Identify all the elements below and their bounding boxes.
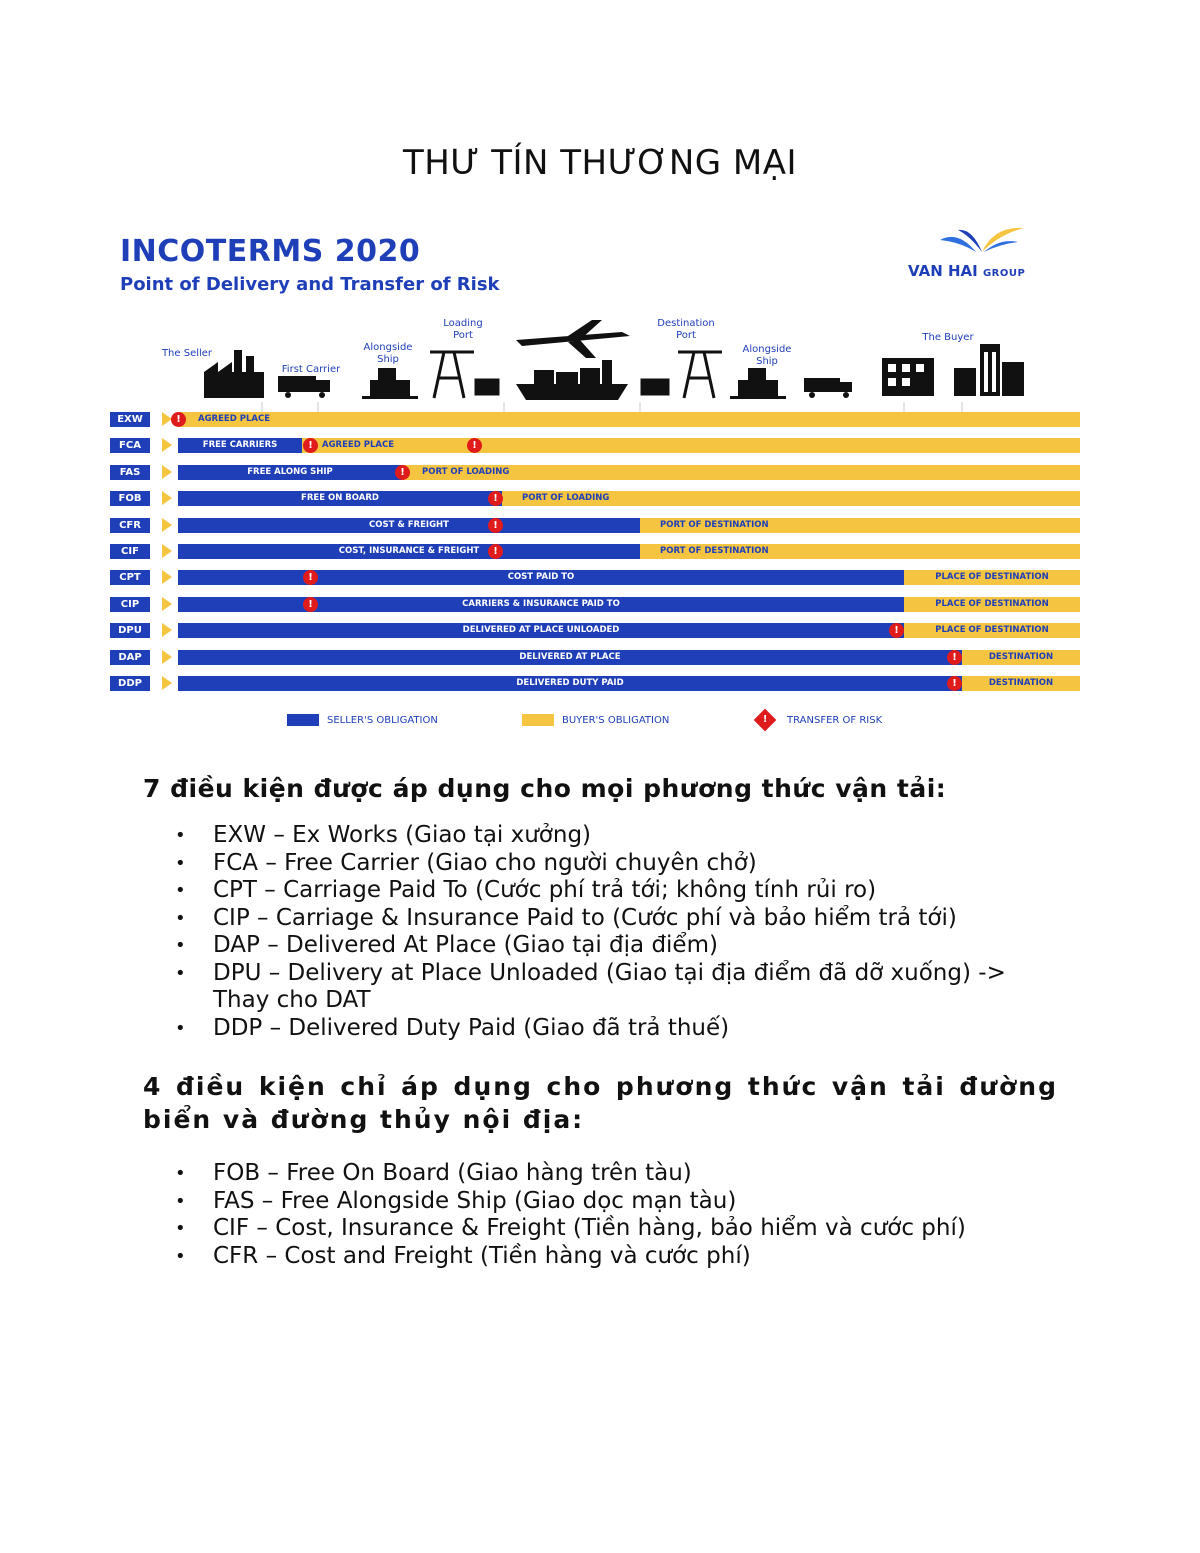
incoterm-code: DDP xyxy=(110,676,150,691)
incoterm-code: FCA xyxy=(110,438,150,453)
incoterm-row-cip xyxy=(110,597,1085,612)
transfer-of-risk-icon: ! xyxy=(488,491,503,506)
section2-heading: 4 điều kiện chỉ áp dụng cho phương thức vận tải đường biển và đường thủy nội địa: xyxy=(143,1072,1058,1134)
legend-seller-swatch xyxy=(287,714,319,726)
incoterm-code: DAP xyxy=(110,650,150,665)
transfer-of-risk-icon: ! xyxy=(303,438,318,453)
legend-seller-label: SELLER'S OBLIGATION xyxy=(327,715,438,726)
seller-obligation-segment: DELIVERED AT PLACE UNLOADED xyxy=(178,623,904,638)
incoterm-row-cfr xyxy=(110,518,1085,533)
buildings-icon xyxy=(954,344,1024,396)
incoterm-code: EXW xyxy=(110,412,150,427)
seller-obligation-segment: DELIVERED AT PLACE xyxy=(178,650,962,665)
buyer-obligation-segment: PORT OF DESTINATION xyxy=(640,544,1080,559)
seller-obligation-segment: COST & FREIGHT xyxy=(178,518,640,533)
incoterm-row-dap xyxy=(110,650,1085,665)
location-first-carrier: First Carrier xyxy=(281,364,341,375)
location-destination-port: Destination Port xyxy=(657,318,715,341)
factory-icon xyxy=(204,350,264,398)
legend-buyer-swatch xyxy=(522,714,554,726)
logo-brand-name: VAN HAI xyxy=(908,262,978,280)
transfer-of-risk-icon: ! xyxy=(395,465,410,480)
list-item: • CPT – Carriage Paid To (Cước phí trả tới; không tính rủi ro) xyxy=(175,877,1055,905)
seller-obligation-segment: COST, INSURANCE & FREIGHT xyxy=(178,544,640,559)
incoterm-code: CFR xyxy=(110,518,150,533)
transfer-of-risk-icon: ! xyxy=(303,570,318,585)
risk-warning-icon: ! xyxy=(754,709,777,732)
incoterm-code: DPU xyxy=(110,623,150,638)
incoterm-row-fas xyxy=(110,465,1085,480)
location-alongside-ship-origin: Alongside Ship xyxy=(363,342,413,365)
incoterm-row-exw xyxy=(110,412,1085,427)
logo-brand-group: GROUP xyxy=(982,268,1026,279)
transfer-of-risk-icon: ! xyxy=(488,544,503,559)
list-item: • CIP – Carriage & Insurance Paid to (Cước phí và bảo hiểm trả tới) xyxy=(175,905,1055,933)
seller-obligation-segment: CARRIERS & INSURANCE PAID TO xyxy=(178,597,904,612)
port-crane-icon-origin xyxy=(430,352,498,398)
transfer-of-risk-icon: ! xyxy=(303,597,318,612)
buyer-obligation-segment: AGREED PLACE xyxy=(302,438,1080,453)
list-item: • FCA – Free Carrier (Giao cho người chuyên chở) xyxy=(175,850,1055,878)
incoterm-code: CIP xyxy=(110,597,150,612)
section1-heading: 7 điều kiện được áp dụng cho mọi phương thức vận tải: xyxy=(143,774,947,803)
legend-seller xyxy=(287,714,438,726)
incoterm-row-cpt xyxy=(110,570,1085,585)
incoterm-row-ddp xyxy=(110,676,1085,691)
incoterm-row-fob xyxy=(110,491,1085,506)
legend-risk-label: TRANSFER OF RISK xyxy=(787,715,883,726)
transfer-of-risk-icon: ! xyxy=(947,650,962,665)
warehouse-icon xyxy=(882,358,934,396)
figure-subtitle: Point of Delivery and Transfer of Risk xyxy=(120,274,500,295)
figure-title: INCOTERMS 2020 xyxy=(120,234,421,269)
seller-obligation-segment: COST PAID TO xyxy=(178,570,904,585)
list-item: • DAP – Delivered At Place (Giao tại địa điểm) xyxy=(175,932,1055,960)
incoterm-row-cif xyxy=(110,544,1085,559)
buyer-obligation-segment: PLACE OF DESTINATION xyxy=(904,623,1080,638)
list-item: • FOB – Free On Board (Giao hàng trên tàu) xyxy=(175,1160,1055,1188)
port-crane-icon-destination xyxy=(642,352,722,398)
buyer-obligation-segment: AGREED PLACE xyxy=(178,412,1080,427)
transfer-of-risk-icon: ! xyxy=(889,623,904,638)
location-alongside-ship-destination: Alongside Ship xyxy=(742,344,792,367)
list-item: • CFR – Cost and Freight (Tiền hàng và cước phí) xyxy=(175,1243,1055,1271)
list-item: • CIF – Cost, Insurance & Freight (Tiền hàng, bảo hiểm và cước phí) xyxy=(175,1215,1055,1243)
incoterm-code: CPT xyxy=(110,570,150,585)
airplane-icon xyxy=(516,320,630,358)
container-ship-icon xyxy=(516,360,628,400)
logistics-illustration xyxy=(82,212,1112,412)
seller-obligation-segment: FREE ON BOARD xyxy=(178,491,502,506)
incoterm-row-fca xyxy=(110,438,1085,453)
list-item: • FAS – Free Alongside Ship (Giao dọc mạn tàu) xyxy=(175,1188,1055,1216)
truck-icon-destination xyxy=(804,378,852,398)
column-guides xyxy=(262,402,962,412)
seller-obligation-segment: FREE ALONG SHIP xyxy=(178,465,402,480)
incoterm-code: CIF xyxy=(110,544,150,559)
transfer-of-risk-icon: ! xyxy=(488,518,503,533)
cargo-boxes-icon-destination xyxy=(730,368,786,399)
incoterms-figure xyxy=(82,212,1112,742)
cargo-boxes-icon-origin xyxy=(362,368,418,399)
seller-obligation-segment: DELIVERED DUTY PAID xyxy=(178,676,962,691)
buyer-obligation-segment: PLACE OF DESTINATION xyxy=(904,597,1080,612)
section2-list xyxy=(175,1160,1055,1270)
transfer-of-risk-icon: ! xyxy=(171,412,186,427)
buyer-obligation-segment: PORT OF LOADING xyxy=(502,491,1080,506)
transfer-of-risk-icon: ! xyxy=(947,676,962,691)
transfer-of-risk-icon: ! xyxy=(467,438,482,453)
seller-obligation-segment: FREE CARRIERS xyxy=(178,438,302,453)
list-item: • DPU – Delivery at Place Unloaded (Giao tại địa điểm đã dỡ xuống) -> Thay cho DAT xyxy=(175,960,1055,1015)
truck-icon-origin xyxy=(278,376,330,398)
list-item: • DDP – Delivered Duty Paid (Giao đã trả thuế) xyxy=(175,1015,1055,1043)
legend-buyer-label: BUYER'S OBLIGATION xyxy=(562,715,670,726)
incoterm-code: FOB xyxy=(110,491,150,506)
legend-risk xyxy=(757,712,882,728)
document-title: THƯ TÍN THƯƠNG MẠI xyxy=(402,143,798,183)
incoterm-row-dpu xyxy=(110,623,1085,638)
list-item: • EXW – Ex Works (Giao tại xưởng) xyxy=(175,822,1055,850)
buyer-obligation-segment: DESTINATION xyxy=(962,650,1080,665)
incoterm-code: FAS xyxy=(110,465,150,480)
location-buyer: The Buyer xyxy=(922,332,974,343)
location-seller: The Seller xyxy=(161,348,213,359)
location-loading-port: Loading Port xyxy=(443,318,483,341)
buyer-obligation-segment: PORT OF LOADING xyxy=(402,465,1080,480)
buyer-obligation-segment: PLACE OF DESTINATION xyxy=(904,570,1080,585)
section1-list xyxy=(175,822,1055,1042)
buyer-obligation-segment: PORT OF DESTINATION xyxy=(640,518,1080,533)
buyer-obligation-segment: DESTINATION xyxy=(962,676,1080,691)
legend-buyer xyxy=(522,714,669,726)
